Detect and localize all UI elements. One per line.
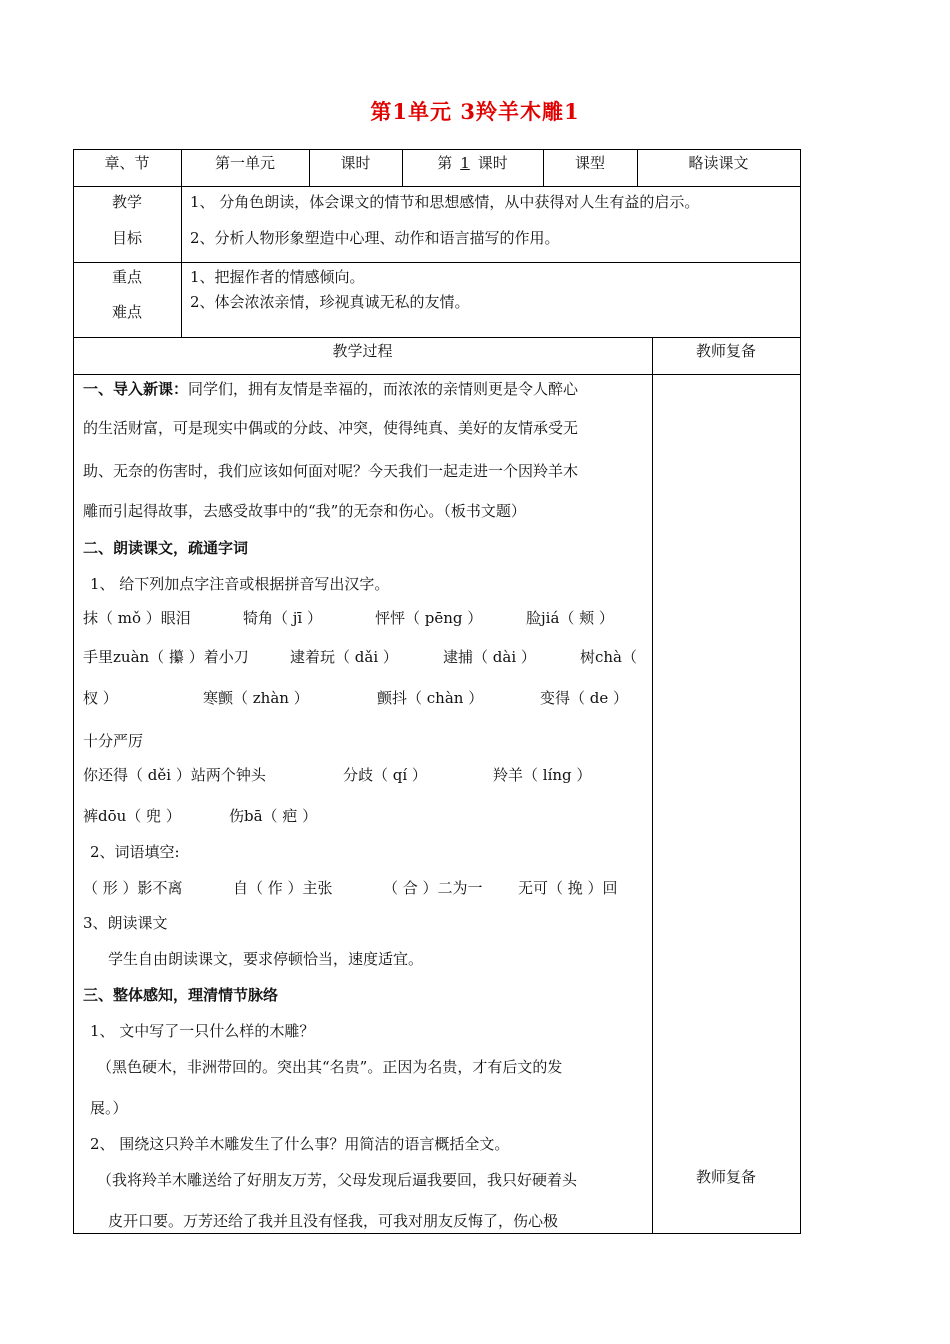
pinyin-item: 怦怦（ pēng ） bbox=[375, 609, 483, 627]
pinyin-item: 逮捕（ dài ） bbox=[443, 648, 536, 666]
question-2: 2、词语填空: bbox=[90, 843, 180, 861]
keypoint-line-2: 2、体会浓浓亲情，珍视真诚无私的友情。 bbox=[190, 293, 470, 311]
goal-line-1: 1、 分角色朗读，体会课文的情节和思想感情，从中获得对人生有益的启示。 bbox=[190, 193, 700, 211]
pinyin-item: 羚羊（ líng ） bbox=[493, 766, 592, 784]
goals-label-1: 教学 bbox=[111, 193, 142, 211]
process-header: 教学过程 bbox=[332, 342, 393, 360]
section-1-heading: 一、导入新课： bbox=[83, 380, 189, 398]
header-unit-value: 第一单元 bbox=[214, 154, 275, 172]
pinyin-row-4: 十分严厉 bbox=[83, 732, 144, 750]
pinyin-item: 脸jiá（ 颊 ） bbox=[526, 609, 614, 627]
pinyin-item: 裤dōu（ 兜 ） bbox=[83, 807, 181, 825]
keypoints-label-1: 重点 bbox=[111, 268, 142, 286]
pinyin-item: 变得（ de ） bbox=[540, 689, 629, 707]
intro-line-2: 的生活财富，可是现实中偶或的分歧、冲突，使得纯真、美好的友情承受无 bbox=[83, 419, 579, 437]
point-1-answer-2: 展。） bbox=[90, 1099, 128, 1117]
period-prefix: 第 bbox=[437, 154, 453, 172]
keypoints-label-2: 难点 bbox=[111, 303, 142, 321]
pinyin-item: 手里zuàn（ 攥 ）着小刀 bbox=[83, 648, 249, 666]
question-1: 1、 给下列加点字注音或根据拼音写出汉字。 bbox=[90, 575, 390, 593]
question-3: 3、朗读课文 bbox=[83, 914, 168, 932]
point-1-answer-1: （黑色硬木，非洲带回的。突出其“名贵”。正因为名贵，才有后文的发 bbox=[97, 1058, 563, 1076]
fill-item: （ 形 ）影不离 bbox=[83, 879, 183, 897]
intro-line-1: 一、导入新课：同学们，拥有友情是幸福的，而浓浓的亲情则更是令人醉心 bbox=[83, 380, 579, 398]
question-3-text: 学生自由朗读课文，要求停顿恰当，速度适宜。 bbox=[108, 950, 424, 968]
goal-line-2: 2、分析人物形象塑造中心理、动作和语言描写的作用。 bbox=[190, 229, 560, 247]
point-2-answer-2: 皮开口要。万芳还给了我并且没有怪我，可我对朋友反悔了，伤心极 bbox=[108, 1212, 559, 1230]
fill-item: 自（ 作 ）主张 bbox=[233, 879, 333, 897]
fill-item: （ 合 ）二为一 bbox=[383, 879, 483, 897]
goals-label-2: 目标 bbox=[111, 229, 142, 247]
point-1: 1、 文中写了一只什么样的木雕？ bbox=[90, 1022, 315, 1040]
keypoint-line-1: 1、把握作者的情感倾向。 bbox=[190, 268, 365, 286]
revision-note: 教师复备 bbox=[695, 1168, 756, 1186]
point-2: 2、 围绕这只羚羊木雕发生了什么事？用简洁的语言概括全文。 bbox=[90, 1135, 510, 1153]
pinyin-item: 抹（ mǒ ）眼泪 bbox=[83, 609, 191, 627]
header-type-value: 略读课文 bbox=[688, 154, 749, 172]
fill-item: 无可（ 挽 ）回 bbox=[518, 879, 618, 897]
pinyin-item: 逮着玩（ dǎi ） bbox=[290, 648, 398, 666]
intro-line-3: 助、无奈的伤害时，我们应该如何面对呢？今天我们一起走进一个因羚羊木 bbox=[83, 462, 579, 480]
header-type-label: 课型 bbox=[574, 154, 605, 172]
revision-header: 教师复备 bbox=[695, 342, 756, 360]
intro-line-4: 雕而引起得故事，去感受故事中的“我”的无奈和伤心。（板书文题） bbox=[83, 502, 526, 520]
pinyin-item: 犄角（ jī ） bbox=[243, 609, 322, 627]
pinyin-item: 树chà（ bbox=[580, 648, 638, 666]
section-2-heading: 二、朗读课文，疏通字词 bbox=[83, 539, 249, 557]
pinyin-item: 颤抖（ chàn ） bbox=[377, 689, 484, 707]
point-2-answer-1: （我将羚羊木雕送给了好朋友万芳，父母发现后逼我要回，我只好硬着头 bbox=[97, 1171, 578, 1189]
pinyin-item: 寒颤（ zhàn ） bbox=[203, 689, 309, 707]
section-3-heading: 三、整体感知，理清情节脉络 bbox=[83, 986, 279, 1004]
header-period-value bbox=[402, 153, 543, 173]
page-title: 第1单元 3羚羊木雕1 bbox=[370, 99, 580, 124]
period-number: 1 bbox=[460, 154, 470, 172]
pinyin-item: 分歧（ qí ） bbox=[343, 766, 427, 784]
period-suffix: 课时 bbox=[477, 154, 508, 172]
header-period-label: 课时 bbox=[340, 154, 371, 172]
pinyin-item: 你还得（ děi ）站两个钟头 bbox=[83, 766, 266, 784]
pinyin-item: 伤bā（ 疤 ） bbox=[229, 807, 318, 825]
header-chapter-label: 章、节 bbox=[104, 154, 150, 172]
pinyin-item: 杈 ） bbox=[83, 689, 118, 707]
